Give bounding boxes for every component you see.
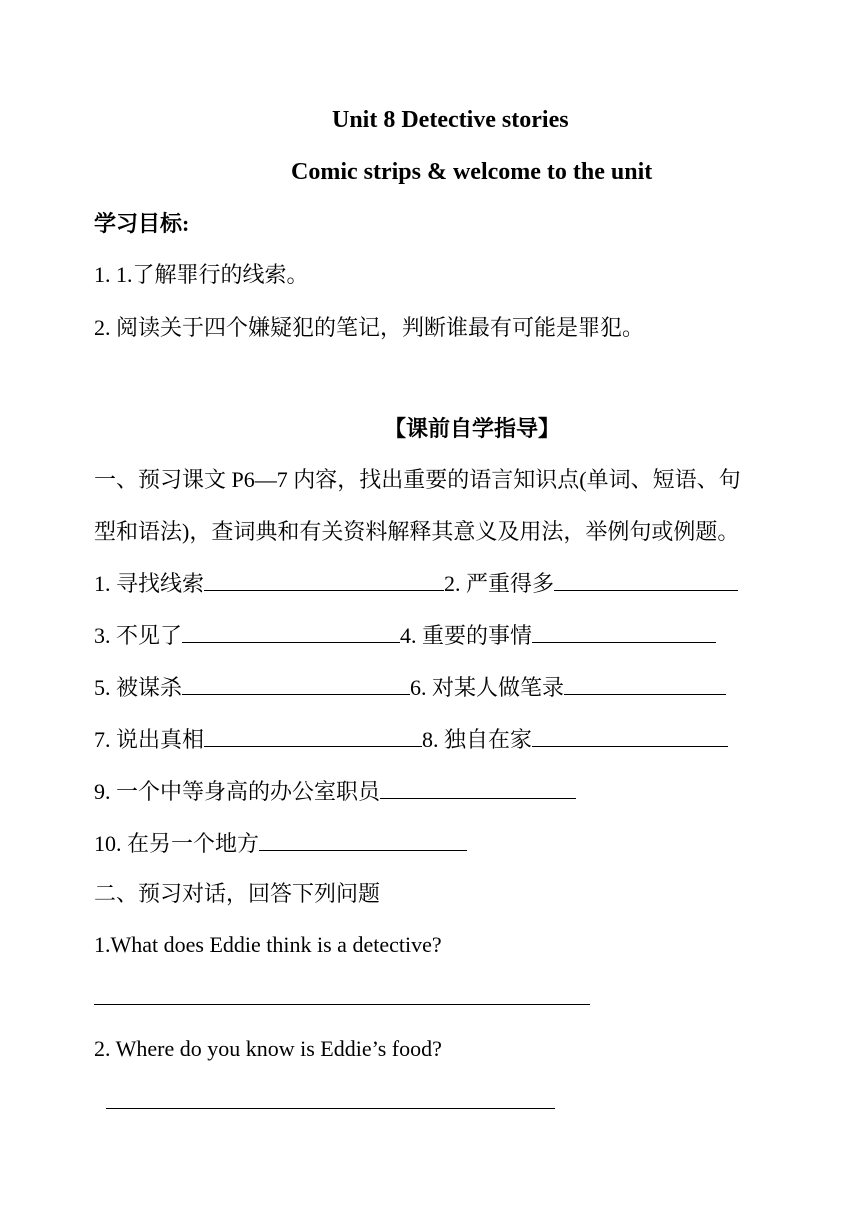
- section1-intro-line1: 一、预习课文 P6—7 内容，找出重要的语言知识点(单词、短语、句: [94, 467, 741, 492]
- vocab-text: 严重得多: [466, 571, 555, 596]
- question-text: 1.What does Eddie think is a detective?: [94, 932, 442, 957]
- answer-blank[interactable]: [259, 828, 467, 851]
- vocab-number: 3.: [94, 623, 111, 648]
- vocab-number: 9.: [94, 779, 111, 804]
- answer-blank[interactable]: [182, 620, 400, 643]
- answer-line[interactable]: [94, 1004, 590, 1005]
- answer-blank[interactable]: [204, 724, 422, 747]
- vocab-number: 10.: [94, 831, 122, 856]
- answer-line[interactable]: [106, 1108, 555, 1109]
- guide-heading: 【课前自学指导】: [384, 416, 561, 441]
- objective-item: [94, 313, 644, 343]
- vocab-row: [94, 828, 467, 859]
- vocab-row: [94, 672, 726, 703]
- page-title: Unit 8 Detective stories: [332, 107, 569, 133]
- vocab-number: 8.: [422, 727, 439, 752]
- vocab-number: 5.: [94, 675, 111, 700]
- vocab-text: 不见了: [116, 623, 183, 648]
- section1-intro-line2: 型和语法)，查词典和有关资料解释其意义及用法，举例句或例题。: [94, 519, 740, 544]
- vocab-row: [94, 776, 576, 807]
- objective-number: 1.: [94, 262, 111, 287]
- vocab-number: 7.: [94, 727, 111, 752]
- answer-blank[interactable]: [182, 672, 410, 695]
- vocab-text: 被谋杀: [116, 675, 183, 700]
- page-subtitle: Comic strips & welcome to the unit: [291, 159, 653, 185]
- vocab-row: [94, 568, 738, 599]
- answer-blank[interactable]: [564, 672, 726, 695]
- vocab-text: 重要的事情: [422, 623, 533, 648]
- vocab-number: 2.: [444, 571, 461, 596]
- objectives-heading: 学习目标:: [94, 211, 190, 236]
- answer-blank[interactable]: [532, 724, 728, 747]
- objective-text: 1.了解罪行的线索。: [116, 262, 309, 287]
- vocab-text: 对某人做笔录: [432, 675, 565, 700]
- vocab-text: 寻找线索: [116, 571, 205, 596]
- answer-blank[interactable]: [380, 776, 576, 799]
- vocab-text: 独自在家: [444, 727, 533, 752]
- answer-blank[interactable]: [204, 568, 444, 591]
- vocab-row: [94, 724, 728, 755]
- section2-heading: 二、预习对话，回答下列问题: [94, 881, 381, 906]
- vocab-row: [94, 620, 716, 651]
- answer-blank[interactable]: [532, 620, 716, 643]
- vocab-text: 说出真相: [116, 727, 205, 752]
- vocab-number: 4.: [400, 623, 417, 648]
- objective-text: 阅读关于四个嫌疑犯的笔记，判断谁最有可能是罪犯。: [116, 315, 645, 340]
- vocab-text: 一个中等身高的办公室职员: [116, 779, 381, 804]
- answer-blank[interactable]: [554, 568, 738, 591]
- vocab-number: 6.: [410, 675, 427, 700]
- objective-number: 2.: [94, 315, 111, 340]
- question-text: 2. Where do you know is Eddie’s food?: [94, 1036, 442, 1061]
- vocab-number: 1.: [94, 571, 111, 596]
- vocab-text: 在另一个地方: [127, 831, 260, 856]
- objective-item: [94, 260, 309, 290]
